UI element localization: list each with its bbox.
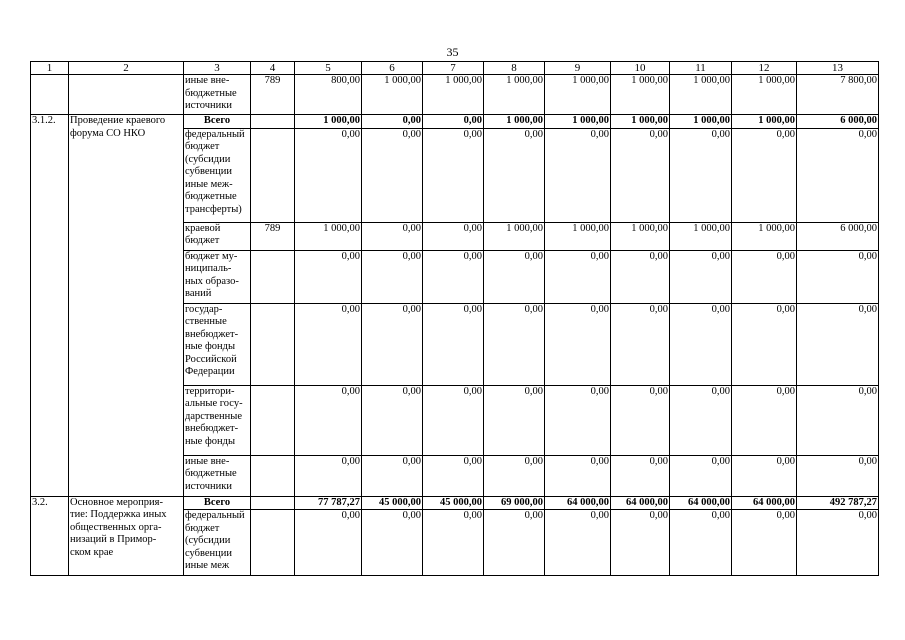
amount-cell: 1 000,00 (611, 75, 670, 115)
amount-cell: 0,00 (611, 303, 670, 385)
column-number-cell: 9 (545, 62, 611, 75)
amount-cell: 0,00 (670, 385, 732, 455)
amount-cell: 1 000,00 (295, 222, 362, 250)
amount-cell: 0,00 (484, 250, 545, 303)
amount-cell: 0,00 (423, 385, 484, 455)
amount-cell: 0,00 (423, 303, 484, 385)
budget-code-cell (251, 455, 295, 496)
amount-cell: 0,00 (797, 455, 879, 496)
amount-cell: 0,00 (545, 510, 611, 576)
budget-code-cell (251, 510, 295, 576)
amount-cell: 1 000,00 (545, 115, 611, 129)
amount-cell: 1 000,00 (545, 75, 611, 115)
amount-cell: 0,00 (611, 385, 670, 455)
item-index-cell: 3.2. (31, 496, 69, 576)
amount-cell: 0,00 (797, 303, 879, 385)
amount-cell: 0,00 (484, 303, 545, 385)
amount-cell: 0,00 (484, 385, 545, 455)
amount-cell: 1 000,00 (732, 115, 797, 129)
amount-cell: 0,00 (362, 385, 423, 455)
column-number-cell: 11 (670, 62, 732, 75)
amount-cell: 0,00 (423, 455, 484, 496)
amount-cell: 0,00 (362, 510, 423, 576)
amount-cell: 45 000,00 (423, 496, 484, 510)
amount-cell: 0,00 (545, 385, 611, 455)
amount-cell: 1 000,00 (484, 115, 545, 129)
item-name-cell: Основное мероприя- тие: Поддержка иных общественных орга- низаций в Примор- ском крае (69, 496, 184, 576)
item-name-cell (69, 75, 184, 115)
column-number-cell: 1 (31, 62, 69, 75)
amount-cell: 800,00 (295, 75, 362, 115)
budget-code-cell: 789 (251, 75, 295, 115)
amount-cell: 0,00 (423, 222, 484, 250)
amount-cell: 0,00 (295, 385, 362, 455)
budget-code-cell (251, 496, 295, 510)
amount-cell: 0,00 (484, 128, 545, 222)
column-number-cell: 3 (184, 62, 251, 75)
amount-cell: 0,00 (611, 510, 670, 576)
amount-cell: 0,00 (295, 250, 362, 303)
budget-code-cell (251, 303, 295, 385)
budget-code-cell (251, 385, 295, 455)
amount-cell: 492 787,27 (797, 496, 879, 510)
budget-code-cell: 789 (251, 222, 295, 250)
amount-cell: 45 000,00 (362, 496, 423, 510)
table-row (31, 115, 879, 129)
amount-cell: 69 000,00 (484, 496, 545, 510)
amount-cell: 0,00 (362, 303, 423, 385)
amount-cell: 0,00 (362, 455, 423, 496)
budget-code-cell (251, 250, 295, 303)
amount-cell: 0,00 (545, 250, 611, 303)
amount-cell: 0,00 (670, 250, 732, 303)
amount-cell: 7 800,00 (797, 75, 879, 115)
funding-source-cell: Всего (184, 496, 251, 510)
amount-cell: 0,00 (423, 115, 484, 129)
amount-cell: 1 000,00 (670, 222, 732, 250)
funding-source-cell: федеральный бюджет (субсидии субвенции иные меж (184, 510, 251, 576)
funding-source-cell: иные вне- бюджетные источники (184, 75, 251, 115)
amount-cell: 0,00 (732, 128, 797, 222)
column-number-cell: 2 (69, 62, 184, 75)
budget-table (30, 61, 879, 576)
amount-cell: 0,00 (797, 510, 879, 576)
funding-source-cell: федеральный бюджет (субсидии субвенции иные меж- бюджетные трансферты) (184, 128, 251, 222)
amount-cell: 0,00 (797, 385, 879, 455)
amount-cell: 64 000,00 (611, 496, 670, 510)
column-number-cell: 8 (484, 62, 545, 75)
column-number-row (31, 62, 879, 75)
funding-source-cell: бюджет му- ниципаль- ных образо- ваний (184, 250, 251, 303)
amount-cell: 1 000,00 (732, 75, 797, 115)
amount-cell: 1 000,00 (670, 115, 732, 129)
amount-cell: 1 000,00 (670, 75, 732, 115)
amount-cell: 1 000,00 (423, 75, 484, 115)
amount-cell: 0,00 (484, 510, 545, 576)
amount-cell: 0,00 (732, 303, 797, 385)
amount-cell: 0,00 (362, 222, 423, 250)
amount-cell: 0,00 (732, 385, 797, 455)
amount-cell: 0,00 (611, 128, 670, 222)
amount-cell: 0,00 (545, 455, 611, 496)
amount-cell: 64 000,00 (732, 496, 797, 510)
amount-cell: 0,00 (484, 455, 545, 496)
funding-source-cell: Всего (184, 115, 251, 129)
column-number-cell: 12 (732, 62, 797, 75)
amount-cell: 6 000,00 (797, 115, 879, 129)
amount-cell: 64 000,00 (545, 496, 611, 510)
amount-cell: 0,00 (362, 250, 423, 303)
amount-cell: 64 000,00 (670, 496, 732, 510)
budget-code-cell (251, 115, 295, 129)
amount-cell: 0,00 (295, 510, 362, 576)
amount-cell: 0,00 (797, 128, 879, 222)
amount-cell: 1 000,00 (484, 222, 545, 250)
amount-cell: 1 000,00 (484, 75, 545, 115)
amount-cell: 1 000,00 (545, 222, 611, 250)
amount-cell: 1 000,00 (295, 115, 362, 129)
amount-cell: 0,00 (670, 510, 732, 576)
column-number-cell: 4 (251, 62, 295, 75)
amount-cell: 0,00 (545, 303, 611, 385)
item-index-cell (31, 75, 69, 115)
amount-cell: 0,00 (295, 303, 362, 385)
amount-cell: 0,00 (611, 250, 670, 303)
amount-cell: 0,00 (295, 455, 362, 496)
amount-cell: 0,00 (423, 128, 484, 222)
amount-cell: 0,00 (362, 115, 423, 129)
item-name-cell: Проведение краевого форума СО НКО (69, 115, 184, 497)
funding-source-cell: иные вне- бюджетные источники (184, 455, 251, 496)
amount-cell: 1 000,00 (611, 222, 670, 250)
funding-source-cell: территори- альные госу- дарственные внебюджет- ные фонды (184, 385, 251, 455)
amount-cell: 1 000,00 (362, 75, 423, 115)
amount-cell: 0,00 (797, 250, 879, 303)
page-number: 35 (446, 45, 459, 59)
amount-cell: 0,00 (670, 303, 732, 385)
amount-cell: 0,00 (670, 455, 732, 496)
column-number-cell: 5 (295, 62, 362, 75)
item-index-cell: 3.1.2. (31, 115, 69, 497)
amount-cell: 0,00 (732, 510, 797, 576)
amount-cell: 0,00 (732, 455, 797, 496)
amount-cell: 0,00 (423, 250, 484, 303)
amount-cell: 6 000,00 (797, 222, 879, 250)
funding-source-cell: государ- ственные внебюджет- ные фонды Российской Федерации (184, 303, 251, 385)
amount-cell: 0,00 (362, 128, 423, 222)
amount-cell: 0,00 (423, 510, 484, 576)
amount-cell: 77 787,27 (295, 496, 362, 510)
funding-source-cell: краевой бюджет (184, 222, 251, 250)
amount-cell: 0,00 (295, 128, 362, 222)
table-row (31, 75, 879, 115)
budget-code-cell (251, 128, 295, 222)
amount-cell: 0,00 (545, 128, 611, 222)
amount-cell: 0,00 (611, 455, 670, 496)
amount-cell: 1 000,00 (732, 222, 797, 250)
column-number-cell: 13 (797, 62, 879, 75)
amount-cell: 0,00 (670, 128, 732, 222)
column-number-cell: 7 (423, 62, 484, 75)
table-row (31, 496, 879, 510)
column-number-cell: 6 (362, 62, 423, 75)
column-number-cell: 10 (611, 62, 670, 75)
amount-cell: 0,00 (732, 250, 797, 303)
amount-cell: 1 000,00 (611, 115, 670, 129)
